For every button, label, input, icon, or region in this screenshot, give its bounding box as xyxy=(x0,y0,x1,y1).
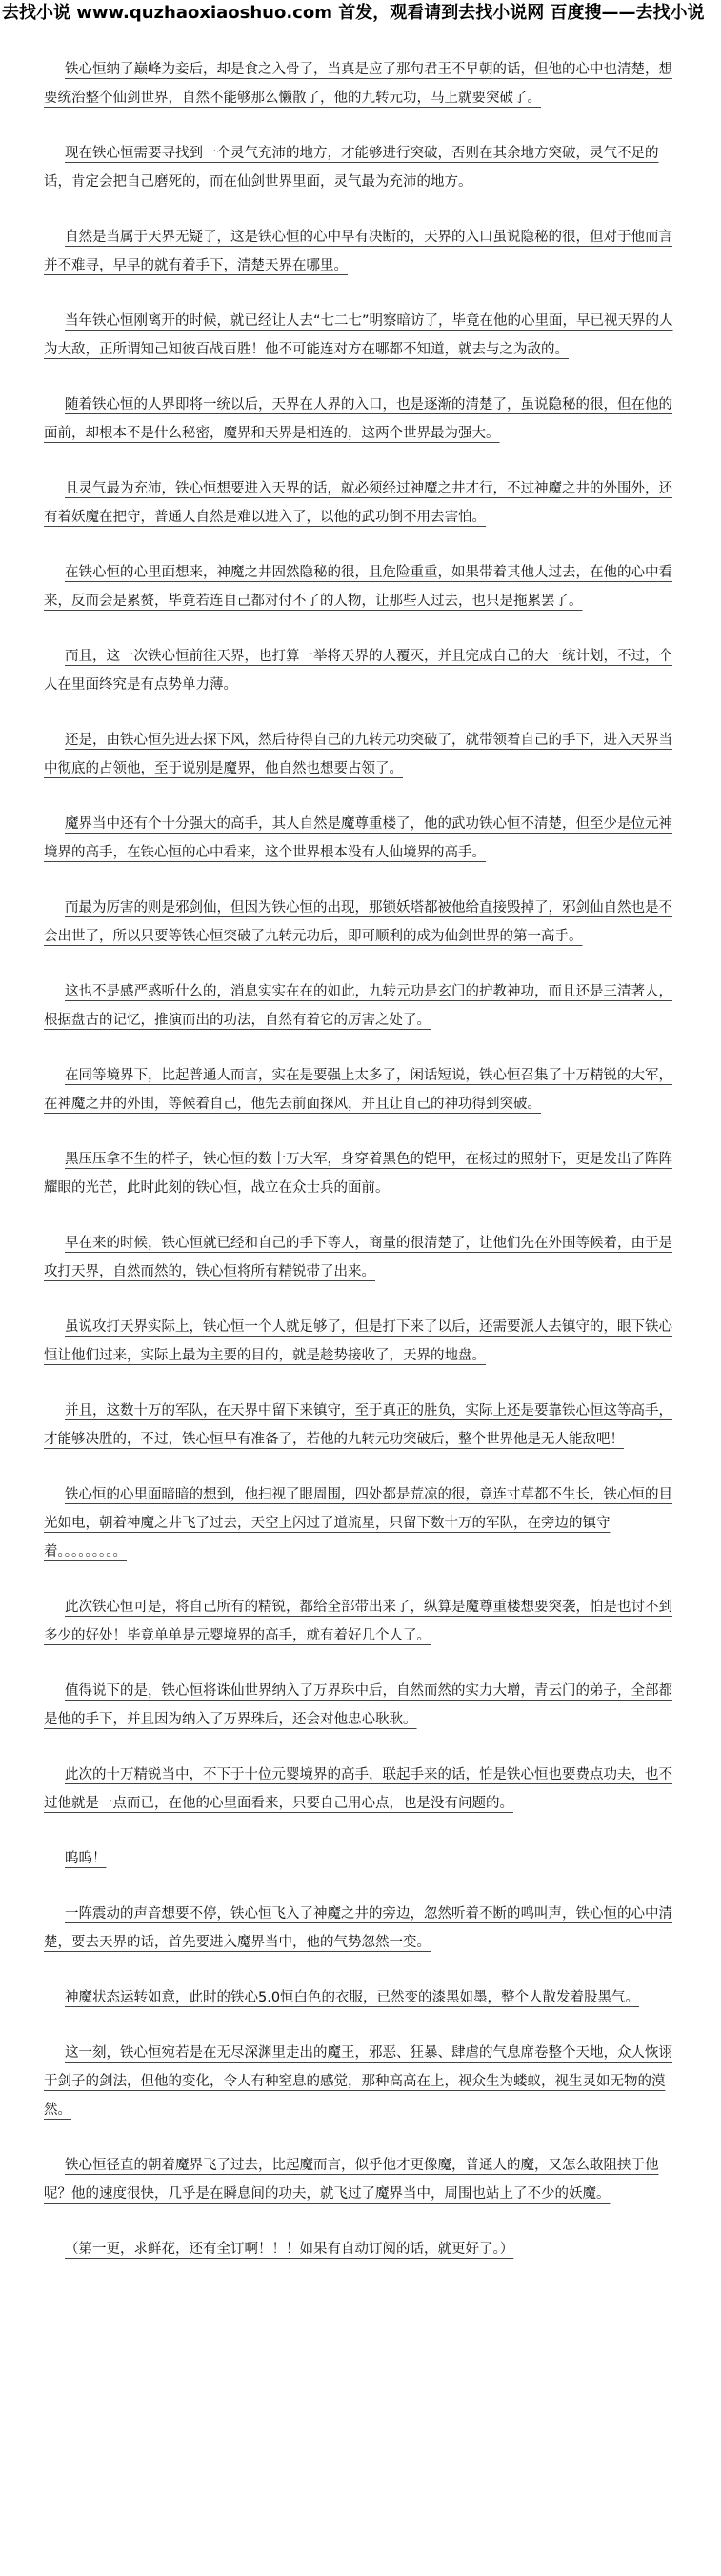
paragraph: 铁心恒的心里面暗暗的想到，他扫视了眼周围，四处都是荒凉的很，竟连寸草都不生长，铁心恒的目光如电，朝着神魔之井飞了过去，天空上闪过了道流星，只留下数十万的军队，在旁边的镇守着。。。。。。。。。 xyxy=(44,1487,672,1560)
chapter-footer-note: （第一更，求鲜花，还有全订啊！！！如果有自动订阅的话，就更好了。） xyxy=(65,2242,514,2257)
paragraph: 现在铁心恒需要寻找到一个灵气充沛的地方，才能够进行突破，否则在其余地方突破，灵气不足的话，肯定会把自己磨死的，而在仙剑世界里面，灵气最为充沛的地方。 xyxy=(44,146,659,190)
paragraph: 此次铁心恒可是，将自己所有的精锐，都给全部带出来了，纵算是魔尊重楼想要突袭，怕是也讨不到多少的好处！毕竟单单是元婴境界的高手，就有着好几个人了。 xyxy=(44,1600,672,1643)
site-header-banner: 去找小说 www.quzhaoxiaoshuo.com 首发，观看请到去找小说网 百度搜——去找小说 xyxy=(2,3,705,23)
paragraph: 并且，这数十万的军队，在天界中留下来镇守，至于真正的胜负，实际上还是要靠铁心恒这等高手，才能够决胜的，不过，铁心恒早有准备了，若他的九转元功突破后，整个世界他是无人能敌吧！ xyxy=(44,1403,672,1447)
paragraph: 在铁心恒的心里面想来，神魔之井固然隐秘的很，且危险重重，如果带着其他人过去，在他的心中看来，反而会是累赘，毕竟若连自己都对付不了的人物，让那些人过去，也只是拖累罢了。 xyxy=(44,565,672,609)
paragraph: 魔界当中还有个十分强大的高手，其人自然是魔尊重楼了，他的武功铁心恒不清楚，但至少是位元神境界的高手，在铁心恒的心中看来，这个世界根本没有人仙境界的高手。 xyxy=(44,816,672,860)
paragraph: 黑压压拿不生的样子，铁心恒的数十万大军，身穿着黑色的铠甲，在杨过的照射下，更是发出了阵阵耀眼的光芒，此时此刻的铁心恒，战立在众士兵的面前。 xyxy=(44,1152,672,1196)
paragraph: 在同等境界下，比起普通人而言，实在是要强上太多了，闲话短说，铁心恒召集了十万精锐的大军，在神魔之井的外围，等候着自己，他先去前面探风，并且让自己的神功得到突破。 xyxy=(44,1068,672,1112)
paragraph: 而最为厉害的则是邪剑仙，但因为铁心恒的出现，那锁妖塔都被他给直接毁掉了，邪剑仙自然也是不会出世了，所以只要等铁心恒突破了九转元功后，即可顺利的成为仙剑世界的第一高手。 xyxy=(44,900,672,944)
paragraph: 虽说攻打天界实际上，铁心恒一个人就足够了，但是打下来了以后，还需要派人去镇守的，眼下铁心恒让他们过来，实际上最为主要的目的，就是趁势接收了，天界的地盘。 xyxy=(44,1319,672,1363)
paragraph: 早在来的时候，铁心恒就已经和自己的手下等人，商量的很清楚了，让他们先在外围等候着，由于是攻打天界，自然而然的，铁心恒将所有精锐带了出来。 xyxy=(44,1236,672,1279)
paragraph: 铁心恒径直的朝着魔界飞了过去，比起魔而言，似乎他才更像魔，普通人的魔，又怎么敢阻挟于他呢？他的速度很快，几乎是在瞬息间的功夫，就飞过了魔界当中，周围也站上了不少的妖魔。 xyxy=(44,2158,659,2202)
paragraph: 还是，由铁心恒先进去探下风，然后待得自己的九转元功突破了，就带领着自己的手下，进入天界当中彻底的占领他，至于说别是魔界，他自然也想要占领了。 xyxy=(44,733,672,776)
paragraph: 自然是当属于天界无疑了，这是铁心恒的心中早有决断的，天界的入口虽说隐秘的很，但对于他而言并不难寻，早早的就有着手下，清楚天界在哪里。 xyxy=(44,230,672,273)
paragraph: 当年铁心恒刚离开的时候，就已经让人去“七二七”明察暗访了，毕竟在他的心里面，早已视天界的人为大敌，正所谓知己知彼百战百胜！他不可能连对方在哪都不知道，就去与之为敌的。 xyxy=(44,313,673,357)
paragraph: 铁心恒纳了巅峰为妾后，却是食之入骨了，当真是应了那句君王不早朝的话，但他的心中也清楚，想要统治整个仙剑世界，自然不能够那么懒散了，他的九转元功，马上就要突破了。 xyxy=(44,62,672,106)
paragraph: 值得说下的是，铁心恒将诛仙世界纳入了万界珠中后，自然而然的实力大增，青云门的弟子，全部都是他的手下，并且因为纳入了万界珠后，还会对他忠心耿耿。 xyxy=(44,1683,672,1727)
paragraph: 且灵气最为充沛，铁心恒想要进入天界的话，就必须经过神魔之井才行，不过神魔之井的外围外，还有着妖魔在把守，普通人自然是难以进入了，以他的武功倒不用去害怕。 xyxy=(44,481,672,525)
chapter-body xyxy=(0,55,721,2264)
paragraph: 此次的十万精锐当中，不下于十位元婴境界的高手，联起手来的话，怕是铁心恒也要费点功夫，也不过他就是一点而已，在他的心里面看来，只要自己用心点，也是没有问题的。 xyxy=(44,1767,672,1811)
paragraph: 一阵震动的声音想要不停，铁心恒飞入了神魔之井的旁边，忽然听着不断的鸣叫声，铁心恒的心中清楚，要去天界的话，首先要进入魔界当中，他的气势忽然一变。 xyxy=(44,1906,672,1950)
paragraph: 而且，这一次铁心恒前往天界，也打算一举将天界的人覆灭，并且完成自己的大一统计划，不过，个人在里面终究是有点势单力薄。 xyxy=(44,649,672,693)
paragraph: 呜呜！ xyxy=(65,1851,107,1866)
paragraph: 这一刻，铁心恒宛若是在无尽深渊里走出的魔王，邪恶、狂暴、肆虐的气息席卷整个天地，众人恢诩于剑子的剑法，但他的变化，令人有种窒息的感觉，那种高高在上，视众生为蝼蚁，视生灵如无物的漠然。 xyxy=(44,2045,672,2118)
paragraph: 随着铁心恒的人界即将一统以后，天界在人界的入口，也是逐渐的清楚了，虽说隐秘的很，但在他的面前，却根本不是什么秘密，魔界和天界是相连的，这两个世界最为强大。 xyxy=(44,397,672,441)
paragraph: 这也不是感严惑听什么的，消息实实在在的如此，九转元功是玄门的护教神功，而且还是三清著人，根据盘古的记忆，推演而出的功法，自然有着它的厉害之处了。 xyxy=(44,984,672,1028)
paragraph: 神魔状态运转如意，此时的铁心5.0恒白色的衣服，已然变的漆黑如墨，整个人散发着股黑气。 xyxy=(65,1990,640,2005)
